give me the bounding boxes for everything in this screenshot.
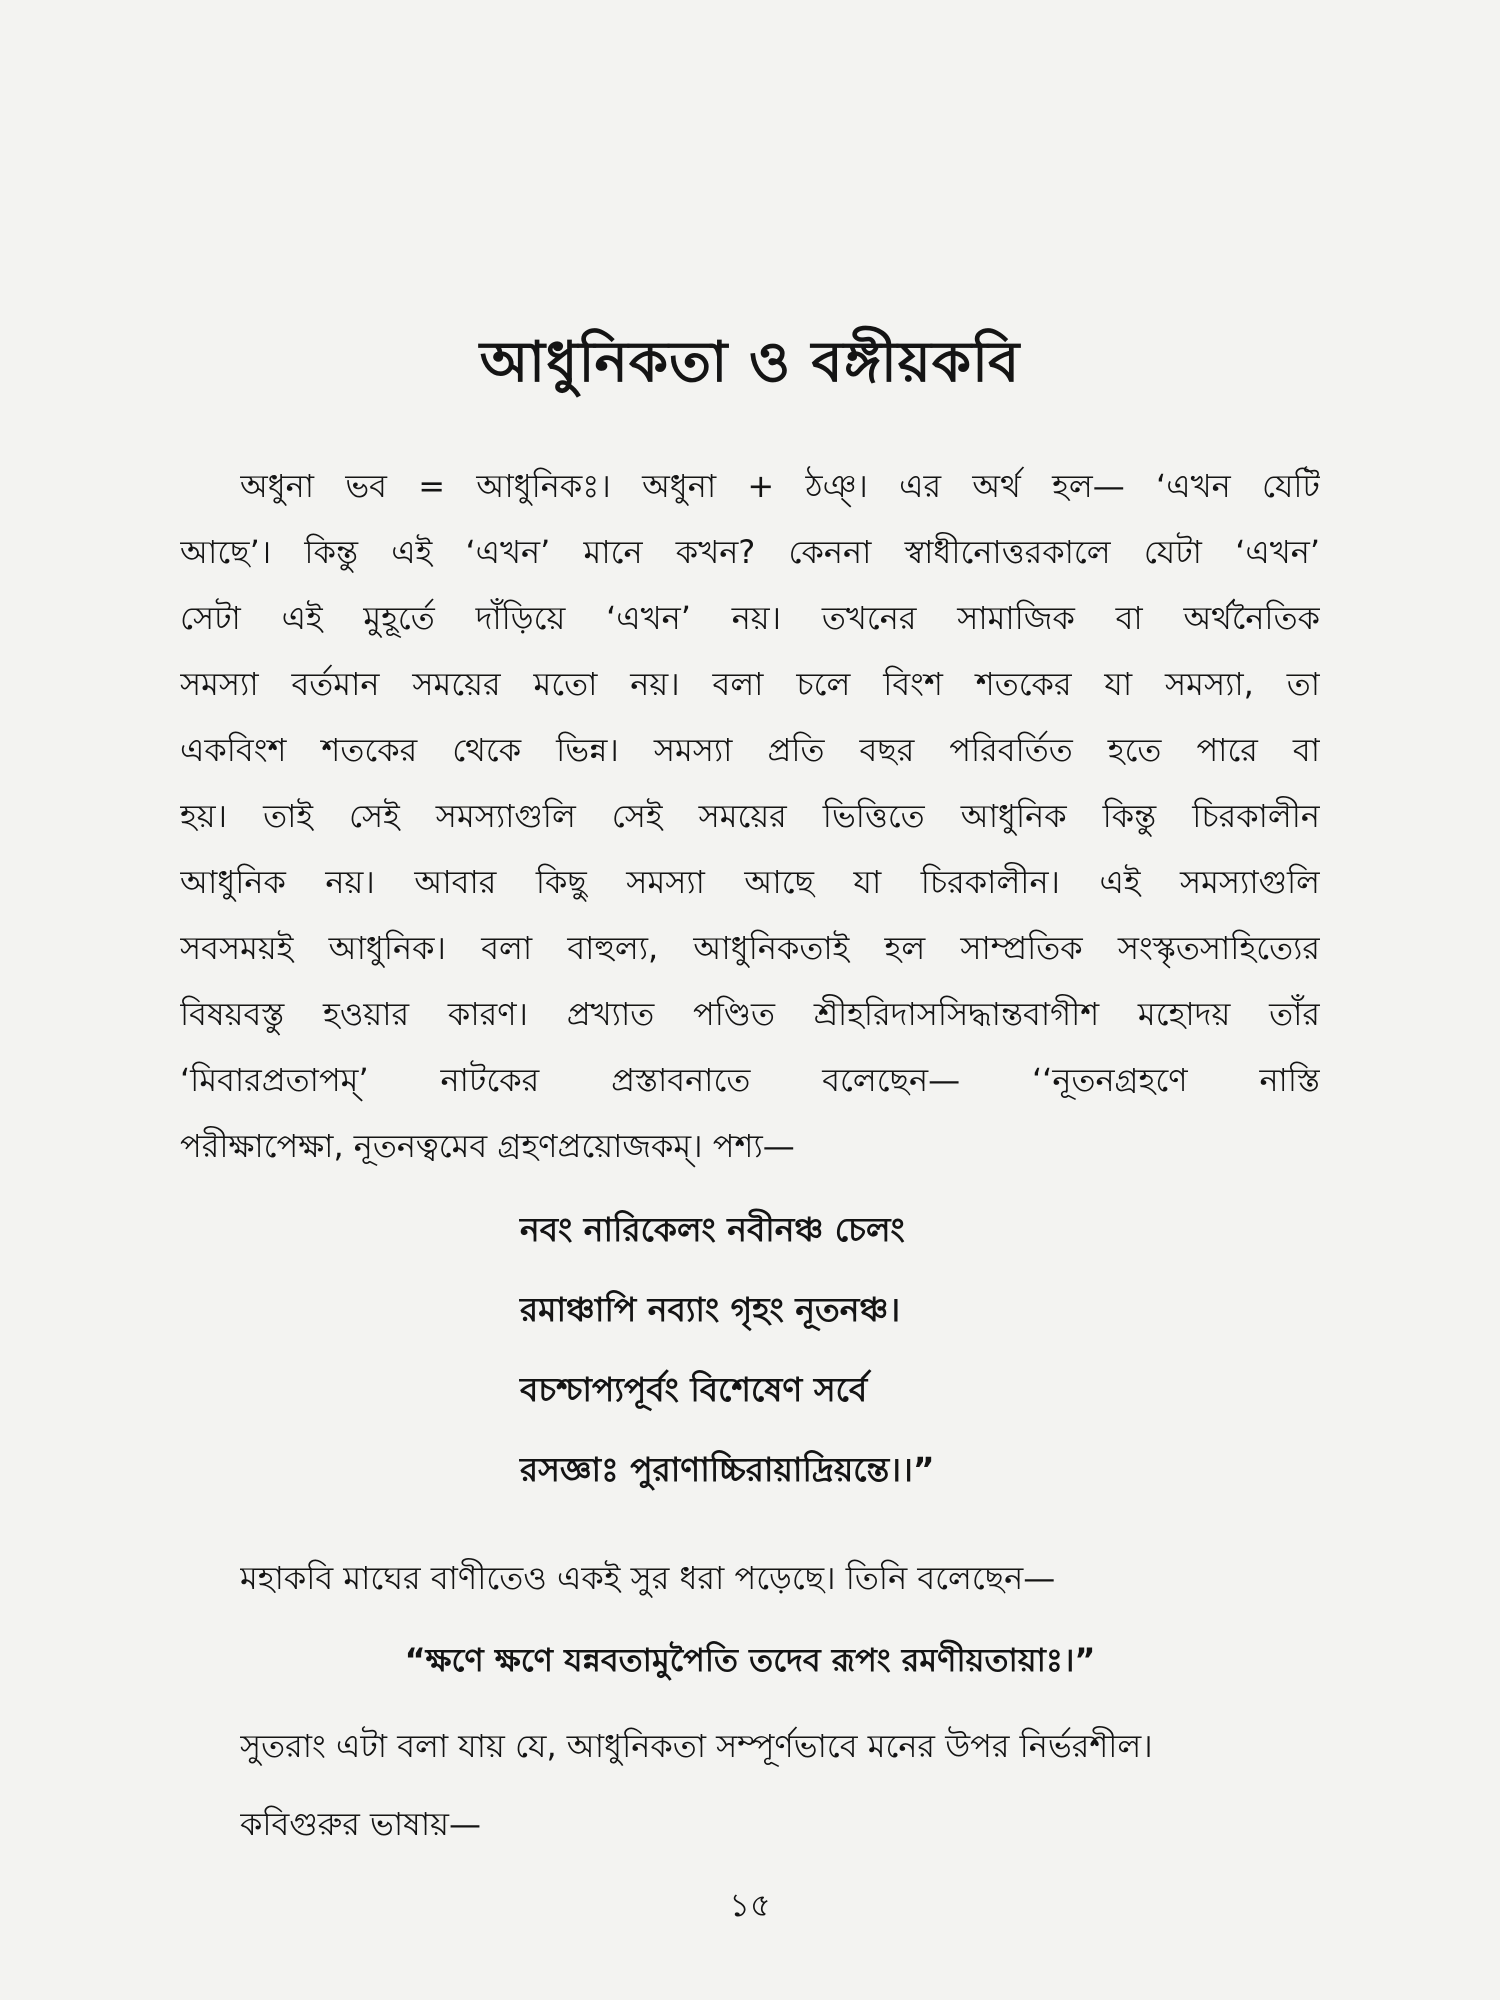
paragraph-line: অধুনা ভব = আধুনিকঃ। অধুনা + ঠঞ্। এর অর্থ হল— ‘এখন যেটি (240, 467, 1320, 505)
verse-line: বচশ্চাপ্যপূর্বং বিশেষেণ সর্বে (520, 1370, 868, 1409)
kaviguru-line: কবিগুরুর ভাষায়— (240, 1805, 481, 1843)
verse-line: নবং নারিকেলং নবীনঞ্চ চেলং (520, 1210, 905, 1249)
paragraph-line: আধুনিক নয়। আবার কিছু সমস্যা আছে যা চিরকালীন। এই সমস্যাগুলি (180, 863, 1320, 901)
paragraph-line: সমস্যা বর্তমান সময়ের মতো নয়। বলা চলে বিংশ শতকের যা সমস্যা, তা (180, 665, 1320, 703)
paragraph-line: পরীক্ষাপেক্ষা, নূতনত্বমেব গ্রহণপ্রয়োজকম্। পশ্য— (180, 1127, 795, 1165)
magha-quote: “ক্ষণে ক্ষণে যন্নবতামুপৈতি তদেব রূপং রমণীয়তায়াঃ।” (404, 1641, 1096, 1679)
paragraph-line: হয়। তাই সেই সমস্যাগুলি সেই সময়ের ভিত্তিতে আধুনিক কিন্তু চিরকালীন (180, 797, 1320, 835)
page-number: ১৫ (729, 1886, 771, 1924)
verse-line: রসজ্ঞাঃ পুরাণাচ্চিরায়াদ্রিয়ন্তে।।” (520, 1450, 935, 1489)
paragraph-line: বিষয়বস্তু হওয়ার কারণ। প্রখ্যাত পণ্ডিত শ্রীহরিদাসসিদ্ধান্তবাগীশ মহোদয় তাঁর (180, 995, 1320, 1033)
chapter-title: আধুনিকতা ও বঙ্গীয়কবি (479, 330, 1021, 395)
verse-line: রমাঞ্চাপি নব্যাং গৃহং নূতনঞ্চ। (520, 1290, 901, 1329)
paragraph-line: সবসময়ই আধুনিক। বলা বাহুল্য, আধুনিকতাই হল সাম্প্রতিক সংস্কৃতসাহিত্যের (180, 929, 1320, 967)
paragraph-line: আছে’। কিন্তু এই ‘এখন’ মানে কখন? কেননা স্বাধীনোত্তরকালে যেটা ‘এখন’ (180, 533, 1320, 571)
paragraph-line: সেটা এই মুহূর্তে দাঁড়িয়ে ‘এখন’ নয়। তখনের সামাজিক বা অর্থনৈতিক (180, 599, 1320, 637)
conclusion-line: সুতরাং এটা বলা যায় যে, আধুনিকতা সম্পূর্ণভাবে মনের উপর নির্ভরশীল। (240, 1727, 1153, 1765)
magha-intro-line: মহাকবি মাঘের বাণীতেও একই সুর ধরা পড়েছে। তিনি বলেছেন— (240, 1559, 1056, 1597)
paragraph-line: একবিংশ শতকের থেকে ভিন্ন। সমস্যা প্রতি বছর পরিবর্তিত হতে পারে বা (180, 731, 1320, 769)
paragraph-line: ‘মিবারপ্রতাপম্’ নাটকের প্রস্তাবনাতে বলেছেন— ‘‘নূতনগ্রহণে নাস্তি (180, 1061, 1320, 1099)
